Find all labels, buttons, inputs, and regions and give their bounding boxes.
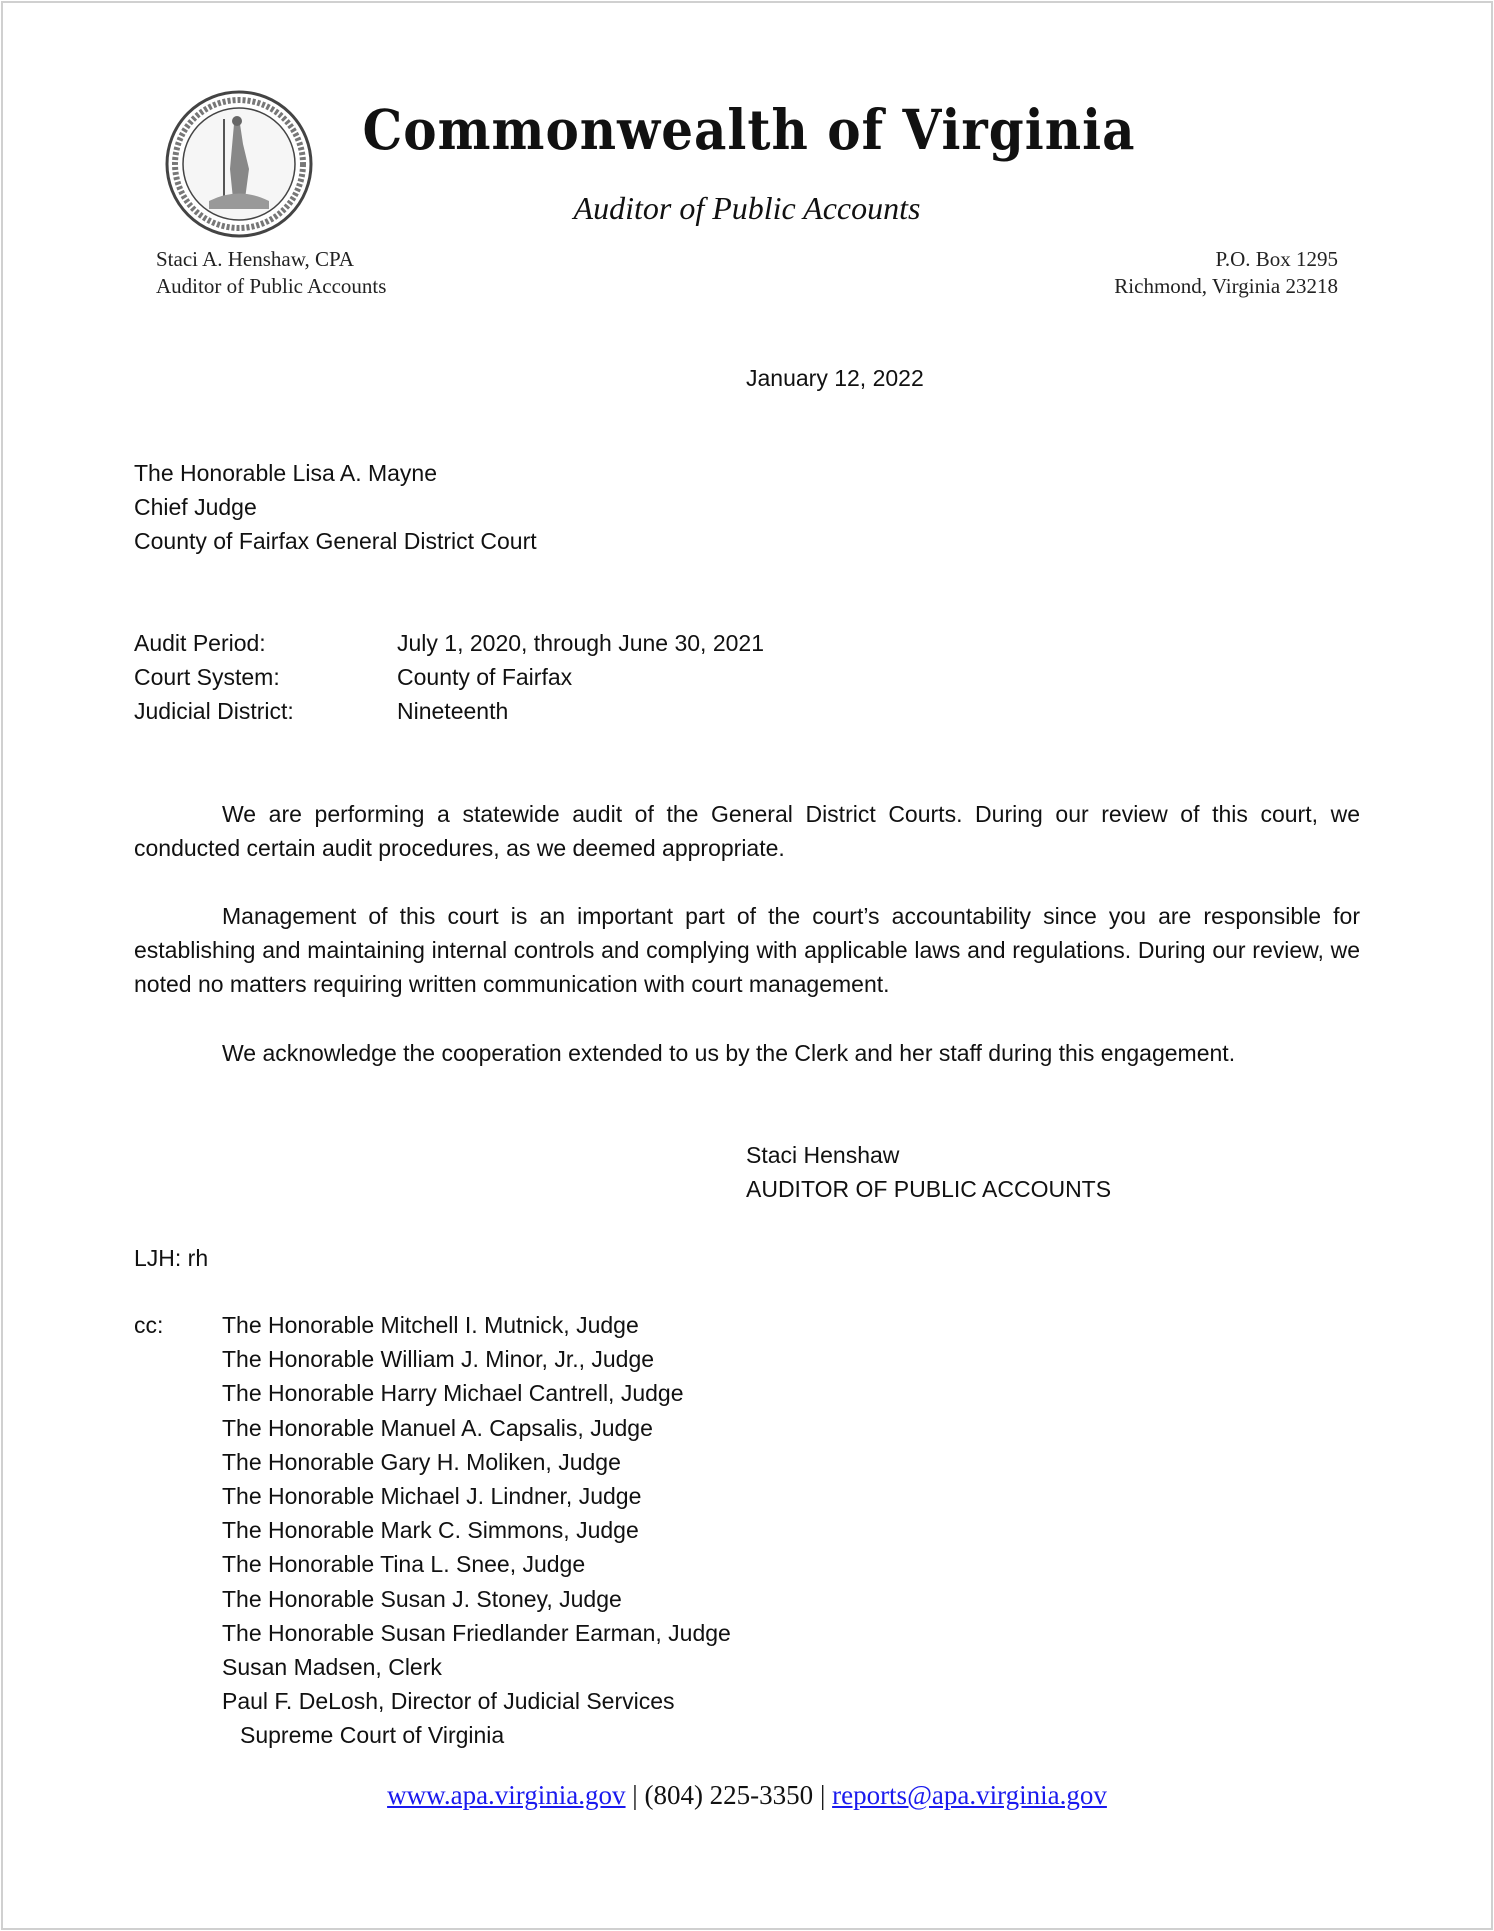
- cc-recipient: The Honorable Mitchell I. Mutnick, Judge: [222, 1312, 639, 1338]
- website-link[interactable]: www.apa.virginia.gov: [387, 1780, 626, 1810]
- body-paragraph: We acknowledge the cooperation extended to us by the Clerk and her staff during this engagement.: [222, 1040, 1236, 1066]
- body-paragraph: We are performing a statewide audit of the General District Courts. During our review of this court, we conducted certain audit procedures, as we deemed appropriate.: [134, 801, 1360, 862]
- letter-date: January 12, 2022: [746, 365, 924, 391]
- cc-recipient: The Honorable William J. Minor, Jr., Judge: [222, 1346, 655, 1373]
- cc-recipient: The Honorable Susan J. Stoney, Judge: [222, 1585, 622, 1612]
- footer-separator: |: [632, 1780, 638, 1810]
- detail-label: Judicial District:: [134, 698, 294, 725]
- detail-row: [134, 660, 764, 694]
- cc-recipient: The Honorable Manuel A. Capsalis, Judge: [222, 1414, 653, 1441]
- cc-list: [222, 1308, 731, 1753]
- letterhead-subtitle: Auditor of Public Accounts: [573, 190, 921, 226]
- detail-value: Nineteenth: [397, 698, 509, 725]
- body-paragraph: Management of this court is an important part of the court’s accountability since you are responsible for establishing and maintaining internal controls and complying with applicable laws and regulations. During our review, we noted no matters requiring written communication with court management.: [134, 903, 1360, 998]
- cc-recipient-affiliation: Supreme Court of Virginia: [240, 1722, 505, 1749]
- audit-details: [134, 626, 764, 729]
- cc-recipient: The Honorable Gary H. Moliken, Judge: [222, 1448, 621, 1475]
- cc-recipient: The Honorable Harry Michael Cantrell, Judge: [222, 1380, 684, 1407]
- cc-recipient: The Honorable Tina L. Snee, Judge: [222, 1551, 586, 1578]
- signer-name: Staci Henshaw: [746, 1142, 900, 1168]
- auditor-title: Auditor of Public Accounts: [156, 274, 387, 298]
- signer-title: AUDITOR OF PUBLIC ACCOUNTS: [746, 1176, 1112, 1203]
- mailing-address-block: [1114, 246, 1338, 300]
- letterhead-title: Commonwealth of Virginia: [362, 97, 1136, 162]
- addressee-title: Chief Judge: [134, 494, 257, 521]
- signature-block: [746, 1138, 1111, 1206]
- addressee-block: [134, 456, 537, 559]
- footer-separator: |: [819, 1780, 826, 1810]
- detail-value: July 1, 2020, through June 30, 2021: [397, 630, 765, 656]
- detail-row: [134, 694, 764, 728]
- auditor-name: Staci A. Henshaw, CPA: [156, 247, 354, 271]
- city-state-zip: Richmond, Virginia 23218: [1114, 274, 1338, 298]
- addressee-name: The Honorable Lisa A. Mayne: [134, 460, 438, 486]
- footer-phone: (804) 225-3350: [644, 1780, 814, 1810]
- cc-recipient: Paul F. DeLosh, Director of Judicial Services: [222, 1688, 675, 1715]
- cc-recipient: Susan Madsen, Clerk: [222, 1654, 442, 1681]
- auditor-name-block: [156, 246, 386, 300]
- detail-row: [134, 626, 764, 660]
- detail-value: County of Fairfax: [397, 664, 573, 691]
- cc-recipient: The Honorable Susan Friedlander Earman, Judge: [222, 1619, 731, 1646]
- cc-recipient: The Honorable Mark C. Simmons, Judge: [222, 1517, 639, 1544]
- detail-label: Audit Period:: [134, 630, 266, 656]
- email-link[interactable]: reports@apa.virginia.gov: [832, 1780, 1107, 1810]
- initials: LJH: rh: [134, 1245, 209, 1271]
- po-box: P.O. Box 1295: [1215, 247, 1338, 271]
- footer: [0, 1780, 1494, 1811]
- detail-label: Court System:: [134, 664, 280, 691]
- cc-recipient: The Honorable Michael J. Lindner, Judge: [222, 1483, 642, 1510]
- cc-label: cc:: [134, 1312, 164, 1338]
- addressee-court: County of Fairfax General District Court: [134, 528, 537, 555]
